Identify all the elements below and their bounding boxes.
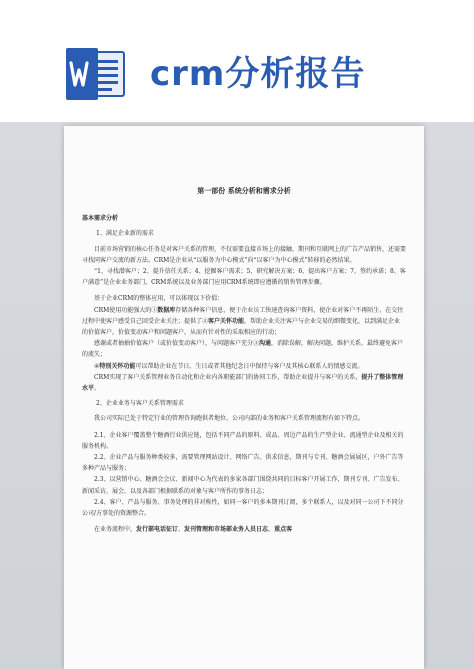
text-bold: 客户关怀功能 — [208, 317, 245, 325]
document-page — [64, 126, 424, 669]
microsoft-word-icon — [64, 48, 128, 100]
text-run: 在业务流程中， — [94, 526, 137, 534]
text-run: ④ — [94, 362, 100, 370]
section-heading: 第一部份 系统分析和需求分析 — [197, 187, 291, 195]
paragraph-communication — [82, 338, 406, 360]
paragraph-database — [82, 305, 406, 339]
text-run: 存储各种客户信息，便于企业员工快速查询客户资料，使企业对客户不再陌生，在交往过程中使客户感受自己回受企业关注；提供了② — [82, 306, 404, 325]
text-run: 感谢或者抽抽价值客户（或价值变动客户），与问题客户充分③ — [94, 340, 260, 348]
paragraph-special-care — [82, 361, 406, 372]
paragraph-crm-automation — [82, 372, 406, 394]
subsection-heading: 基本需求分析 — [82, 215, 119, 223]
text-run: ，帮助企业关注客户与企业交易的细微变化，以到满足企业的价值客户，价值变动客户和问题客户，从而有针对性的采取相应的行动； — [82, 317, 401, 337]
text-bold: 发行部电话征订 — [136, 526, 179, 534]
paragraph-workflow — [82, 524, 406, 535]
text-run: CRM使用功能强大的① — [94, 306, 158, 314]
text-run: CRM实现了客户关系管理业务自动化和企业内各职能部门的协同工作，帮助企业提升与客户的关系， — [94, 373, 362, 381]
paragraph-value-intro: 基于企业CRM的整体应用，可以体现以下价值： — [94, 295, 224, 303]
paragraph-market: 目前市场营销的核心任务是对客户关系的管理，不仅需要直接市场上的接触，期刊和互联网上的广告产品销售，还需要寻找同客户交流的新方法。CRM是企业从“以服务为中心模式”向“以客户为中心模式”转移的必然结果。 — [82, 245, 407, 264]
text-bold: 特别关怀功能 — [99, 362, 136, 370]
text-bold: 提升了整体管理水平 — [82, 373, 404, 393]
paragraph-2-3: 2.3、以营销中心、糖酒会会议、新闻中心为代表的多家各部门围绕共同的目标客户开展工作，期刊专刊、广告发布、新闻采访，展会，以及各部门根据联系的对象与客户所作的事务日志； — [82, 476, 404, 495]
banner — [0, 0, 474, 122]
document-body — [82, 186, 406, 535]
paragraph-2-1: 2.1、企业客户覆盖整个糖酒行业供应链，包括不同产品的原料、成品、周边产品的生产型企业、流通型企业及相关的服务机构。 — [82, 431, 404, 450]
list-item-1: 1、满足企业新的需求 — [96, 230, 154, 238]
text-run: ，消除误解，解决问题，维护关系，最终避免客户的流失； — [82, 340, 404, 359]
text-bold: 数据库 — [157, 306, 176, 314]
document-title: crm分析报告 — [150, 54, 366, 94]
text-run: 。 — [94, 385, 101, 393]
paragraph-2-4: 2.4、客户、产品与服务、事务处理的非对称性，如同一客户的多本期刊订阅，多个联系人，以及对同一公司下不同分公司/方事处的资源整合。 — [82, 498, 404, 518]
text-run: 、 — [178, 526, 185, 534]
paragraph-2-2: 2.2、企业产品与服务种类较多，需要管理网站设计、网络广告、供求信息，期刊与专刊、糖酒会展展区，户外广告等多种产品与服务； — [82, 454, 404, 473]
paragraph-company: 我公司实际已处于特定行业的管理咨询跑供者地位，公司内部的业务和客户关系管理流程有如下特点。 — [94, 415, 365, 423]
text-run: ， — [268, 526, 275, 534]
text-bold: 沟通 — [259, 340, 272, 348]
paragraph-sales-steps: “1、寻找潜客户；2、提升信任关系；4、挖掘客户需求；5、研究解决方案；6、提出客户方案；7、签约承诺；8、客户满意”是企业业务部门，CRM系统以及业务部门应用CRM系统即应遵循的销售管理步骤。 — [82, 268, 406, 287]
text-bold: 发刊管理和市场部业务人员日志 — [184, 526, 269, 534]
text-bold: 重点客 — [274, 526, 293, 534]
text-run: 可以帮助企业在节日、生日或者其他纪念日中保持与客户及其核心联系人的情感交流。 — [135, 362, 364, 370]
list-item-2: 2、企业业务与客户关系管理需求 — [96, 400, 184, 408]
